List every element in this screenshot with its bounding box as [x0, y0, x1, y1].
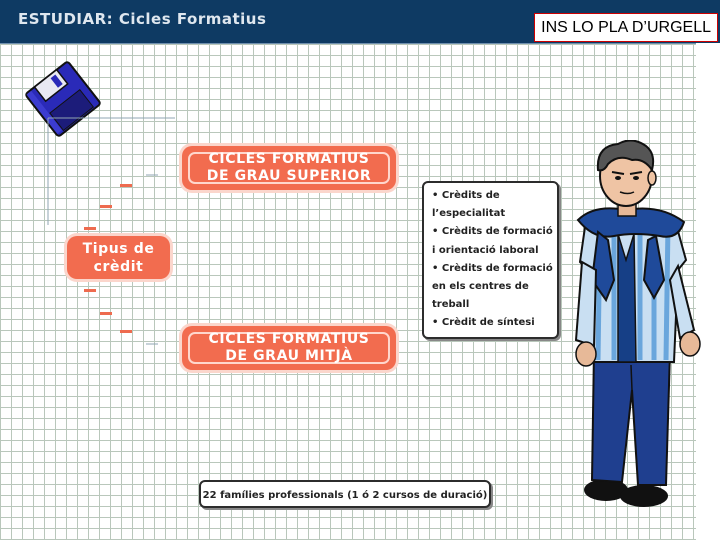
school-name: INS LO PLA D’URGELL — [534, 13, 718, 42]
floppy-disk-icon[interactable] — [24, 60, 102, 138]
credit-types-line2: crèdit — [93, 259, 144, 275]
middle-grade-node[interactable] — [182, 326, 396, 370]
credits-list-item: • Crèdits de formació — [432, 226, 553, 238]
middle-grade-line1: CICLES FORMATIUS — [208, 331, 370, 347]
credits-list-item: en els centres de — [432, 281, 529, 293]
higher-grade-line2: DE GRAU SUPERIOR — [206, 168, 372, 184]
credits-list-item: • Crèdit de síntesi — [432, 317, 535, 329]
credits-list-item: i orientació laboral — [432, 244, 539, 256]
credits-list — [422, 181, 559, 339]
credits-list-item: l’especialitat — [432, 208, 506, 220]
connector-dash — [100, 312, 112, 315]
families-note: 22 famílies professionals (1 ó 2 cursos de duració) — [199, 480, 491, 508]
higher-grade-node[interactable] — [182, 146, 396, 190]
credits-list-item: • Crèdits de formació — [432, 262, 553, 274]
student-illustration — [574, 140, 704, 525]
credit-types-node[interactable] — [67, 236, 170, 279]
higher-grade-line1: CICLES FORMATIUS — [208, 151, 370, 167]
credit-types-line1: Tipus de — [82, 241, 155, 257]
middle-grade-line2: DE GRAU MITJÀ — [225, 348, 353, 364]
credits-list-item: treball — [432, 299, 470, 311]
connector-dash — [100, 205, 112, 208]
credits-list-item: • Crèdits de — [432, 190, 500, 201]
connector-dash — [120, 330, 132, 333]
connector-dash — [84, 227, 96, 230]
connector-dash — [84, 289, 96, 292]
page-title: ESTUDIAR: Cicles Formatius — [18, 10, 267, 28]
connector-dash — [120, 184, 132, 187]
